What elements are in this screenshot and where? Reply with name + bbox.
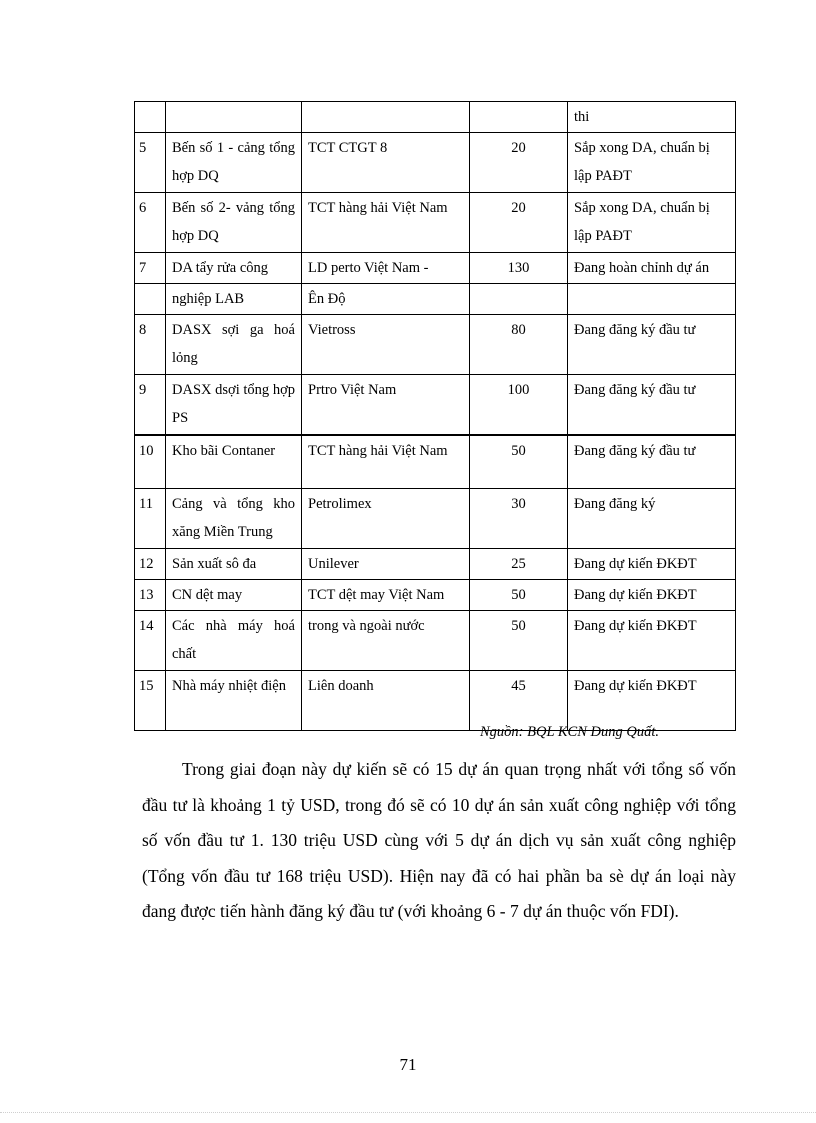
capital-cell bbox=[470, 284, 568, 315]
row-number-cell: 8 bbox=[135, 315, 166, 375]
capital-cell: 20 bbox=[470, 193, 568, 253]
table-row bbox=[135, 375, 736, 435]
investor-cell: Ên Độ bbox=[302, 284, 470, 315]
table-row bbox=[135, 435, 736, 489]
project-name-cell: DASX sợi ga hoá lỏng bbox=[166, 315, 302, 375]
status-cell: Đang dự kiến ĐKĐT bbox=[568, 580, 736, 611]
status-cell: Đang đăng ký bbox=[568, 489, 736, 549]
table-row bbox=[135, 315, 736, 375]
project-name-cell: Các nhà máy hoá chất bbox=[166, 611, 302, 671]
investor-cell: TCT hàng hải Việt Nam bbox=[302, 435, 470, 489]
status-cell: Đang dự kiến ĐKĐT bbox=[568, 611, 736, 671]
investor-cell: Liên doanh bbox=[302, 671, 470, 731]
capital-cell: 100 bbox=[470, 375, 568, 435]
project-name-cell: CN dệt may bbox=[166, 580, 302, 611]
investor-cell: Petrolimex bbox=[302, 489, 470, 549]
capital-cell: 130 bbox=[470, 253, 568, 284]
table-row bbox=[135, 671, 736, 731]
project-name-cell: Sản xuất sô đa bbox=[166, 549, 302, 580]
row-number-cell: 12 bbox=[135, 549, 166, 580]
table-row bbox=[135, 102, 736, 133]
row-number-cell: 9 bbox=[135, 375, 166, 435]
project-name-cell: DASX dsợi tổng hợp PS bbox=[166, 375, 302, 435]
status-cell: Đang đăng ký đầu tư bbox=[568, 315, 736, 375]
table-row bbox=[135, 193, 736, 253]
page-number: 71 bbox=[399, 1055, 417, 1074]
project-name-cell: Bến số 1 - cảng tổng hợp DQ bbox=[166, 133, 302, 193]
capital-cell: 50 bbox=[470, 611, 568, 671]
body-paragraph: Trong giai đoạn này dự kiến sẽ có 15 dự án quan trọng nhất với tổng số vốn đầu tư là khoảng 1 tỷ USD, trong đó sẽ có 10 dự án sản xuất công nghiệp với tổng số vốn đầu tư 1. 130 triệu USD cùng với 5 dự án dịch vụ sản xuất công nghiệp (Tổng vốn đầu tư 168 triệu USD). Hiện nay đã có hai phần ba sè dự án loại này đang được tiến hành đăng ký đầu tư (với khoảng 6 - 7 dự án thuộc vốn FDI). bbox=[142, 759, 736, 921]
row-number-cell: 6 bbox=[135, 193, 166, 253]
project-name-cell: Cảng và tổng kho xăng Miền Trung bbox=[166, 489, 302, 549]
status-cell: Đang dự kiến ĐKĐT bbox=[568, 671, 736, 731]
table-row bbox=[135, 549, 736, 580]
row-number-cell: 15 bbox=[135, 671, 166, 731]
project-name-cell: Nhà máy nhiệt điện bbox=[166, 671, 302, 731]
investor-cell: Prtro Việt Nam bbox=[302, 375, 470, 435]
table-row bbox=[135, 489, 736, 549]
investor-cell: TCT dệt may Việt Nam bbox=[302, 580, 470, 611]
capital-cell: 30 bbox=[470, 489, 568, 549]
status-cell: Đang hoàn chỉnh dự án bbox=[568, 253, 736, 284]
status-cell: Sắp xong DA, chuẩn bị lập PAĐT bbox=[568, 193, 736, 253]
investor-cell: trong và ngoài nước bbox=[302, 611, 470, 671]
project-name-cell: Kho bãi Contaner bbox=[166, 435, 302, 489]
capital-cell: 45 bbox=[470, 671, 568, 731]
status-cell: Đang đăng ký đầu tư bbox=[568, 435, 736, 489]
project-name-cell bbox=[166, 102, 302, 133]
status-cell: Sắp xong DA, chuẩn bị lập PAĐT bbox=[568, 133, 736, 193]
row-number-cell: 11 bbox=[135, 489, 166, 549]
capital-cell: 25 bbox=[470, 549, 568, 580]
capital-cell: 20 bbox=[470, 133, 568, 193]
project-name-cell: Bến số 2- vảng tổng hợp DQ bbox=[166, 193, 302, 253]
row-number-cell: 14 bbox=[135, 611, 166, 671]
table-row bbox=[135, 580, 736, 611]
row-number-cell: 5 bbox=[135, 133, 166, 193]
row-number-cell: 7 bbox=[135, 253, 166, 284]
project-name-cell: nghiệp LAB bbox=[166, 284, 302, 315]
capital-cell bbox=[470, 102, 568, 133]
status-cell: Đang đăng ký đầu tư bbox=[568, 375, 736, 435]
row-number-cell: 10 bbox=[135, 435, 166, 489]
table-row bbox=[135, 133, 736, 193]
investor-cell: TCT hàng hải Việt Nam bbox=[302, 193, 470, 253]
capital-cell: 80 bbox=[470, 315, 568, 375]
row-number-cell bbox=[135, 102, 166, 133]
project-table-body bbox=[135, 102, 736, 731]
project-table bbox=[134, 101, 736, 731]
table-source-note: Nguồn: BQL KCN Dung Quất. bbox=[480, 724, 659, 740]
table-row bbox=[135, 253, 736, 284]
row-number-cell bbox=[135, 284, 166, 315]
page-bottom-divider bbox=[0, 1112, 816, 1113]
table-row bbox=[135, 284, 736, 315]
status-cell: thi bbox=[568, 102, 736, 133]
investor-cell: LD perto Việt Nam - bbox=[302, 253, 470, 284]
status-cell bbox=[568, 284, 736, 315]
investor-cell: Vietross bbox=[302, 315, 470, 375]
capital-cell: 50 bbox=[470, 580, 568, 611]
status-cell: Đang dự kiến ĐKĐT bbox=[568, 549, 736, 580]
investor-cell: TCT CTGT 8 bbox=[302, 133, 470, 193]
table-row bbox=[135, 611, 736, 671]
investor-cell bbox=[302, 102, 470, 133]
row-number-cell: 13 bbox=[135, 580, 166, 611]
project-name-cell: DA tẩy rửa công bbox=[166, 253, 302, 284]
capital-cell: 50 bbox=[470, 435, 568, 489]
investor-cell: Unilever bbox=[302, 549, 470, 580]
